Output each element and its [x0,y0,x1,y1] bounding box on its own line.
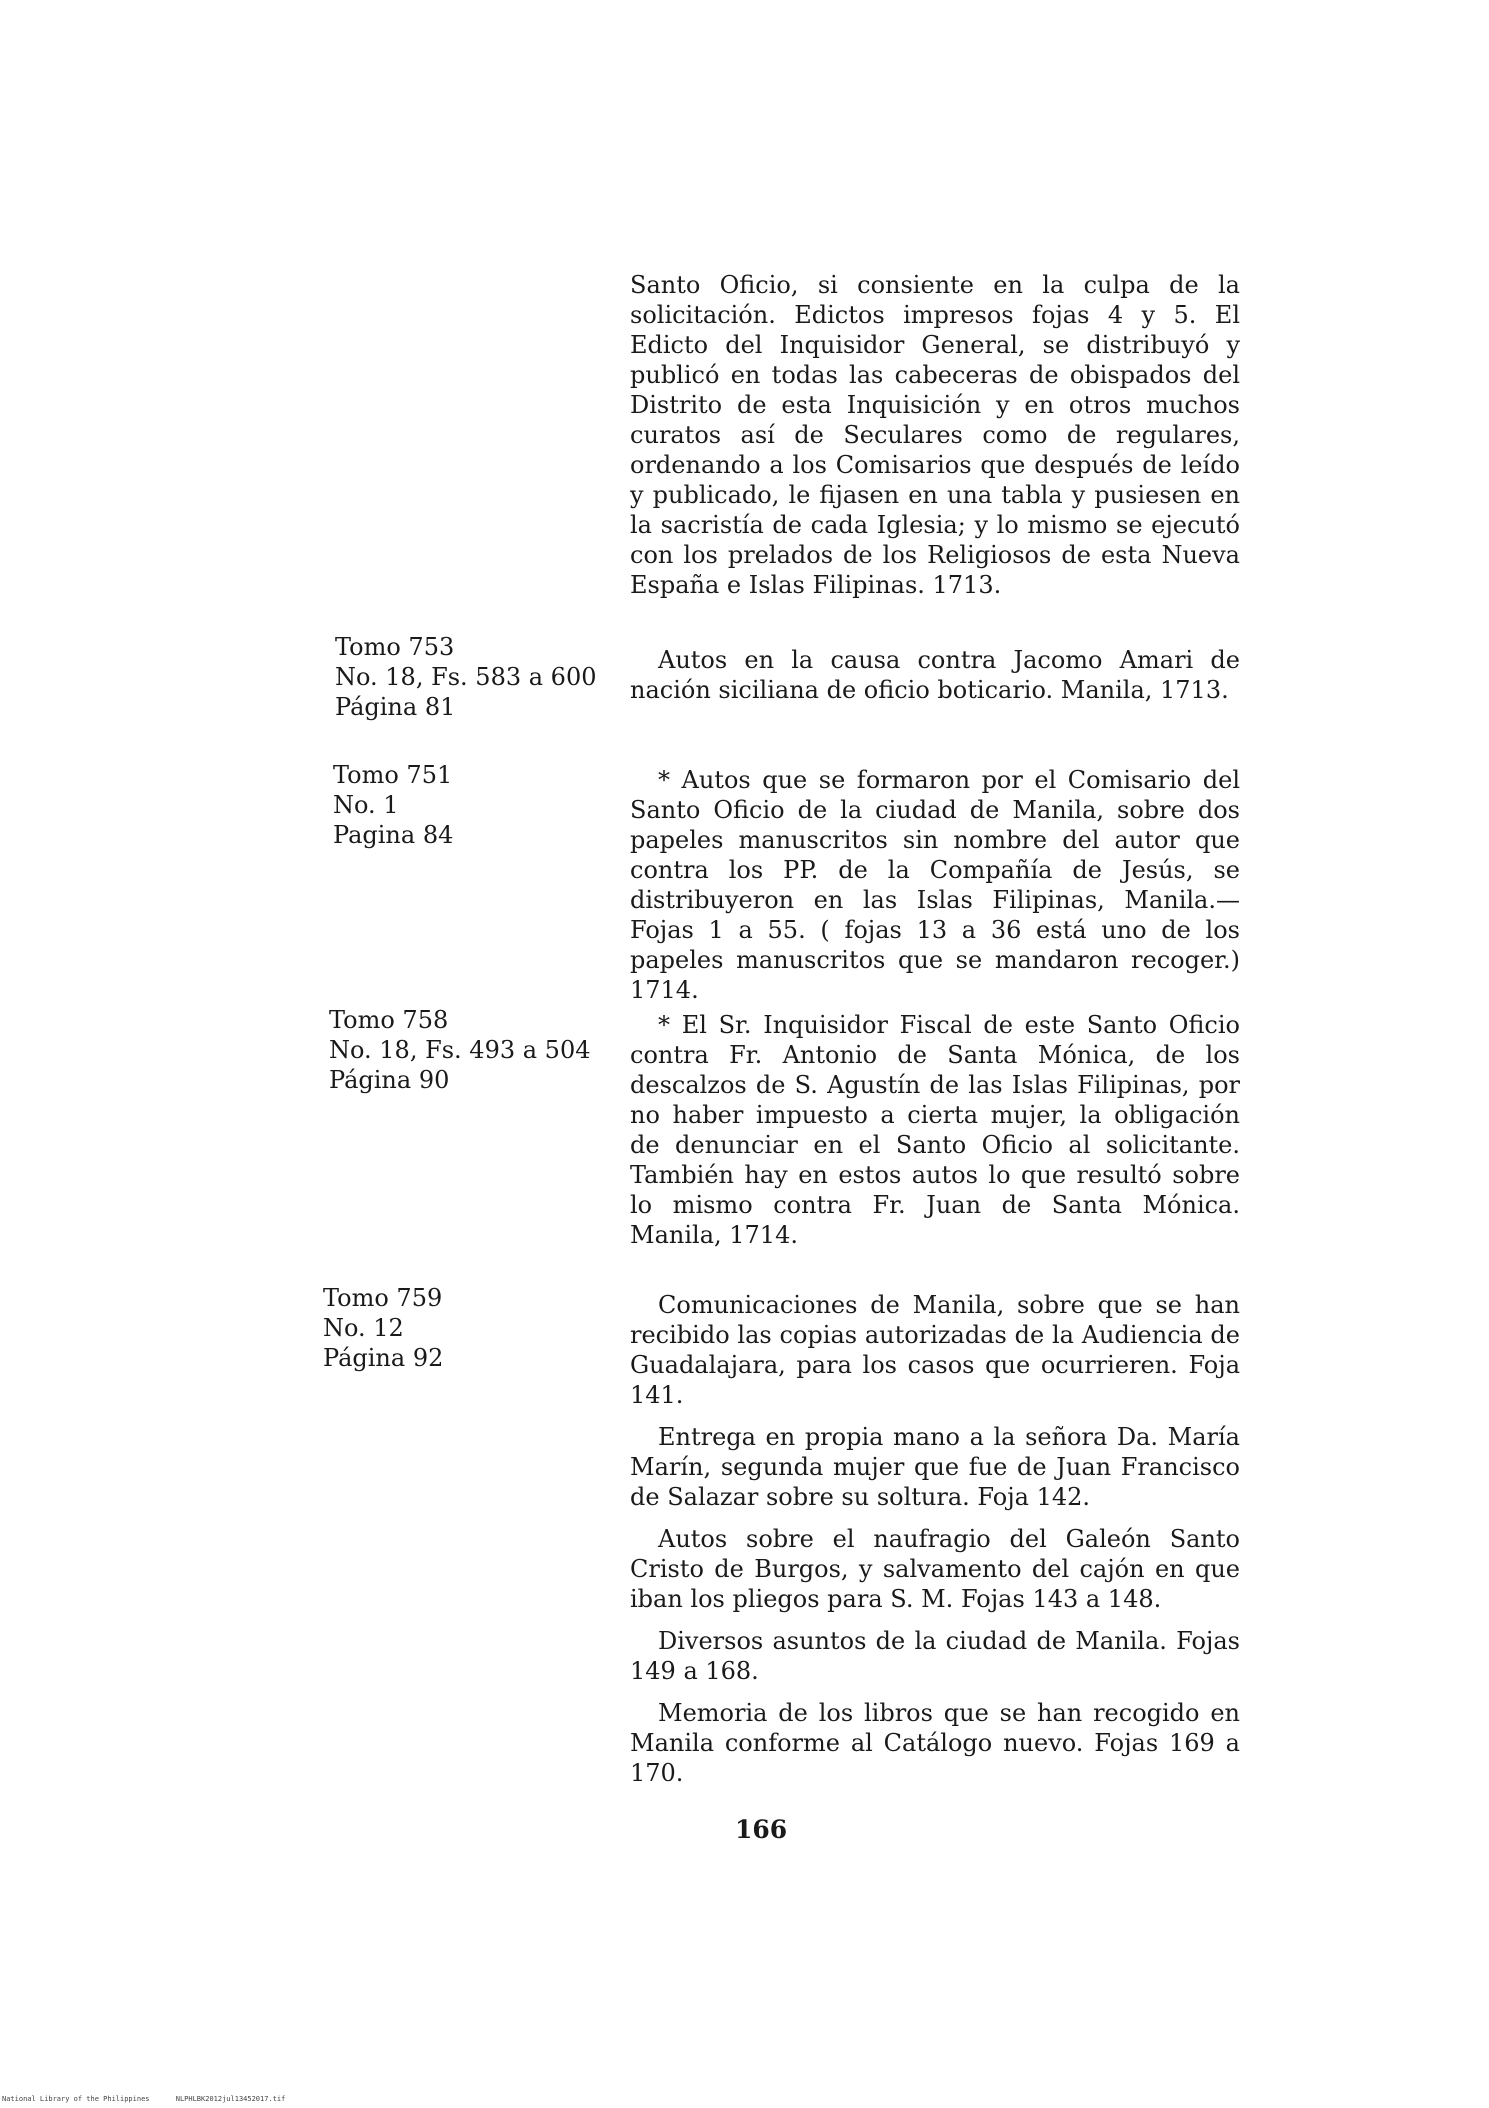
intro-block [630,270,1240,612]
scan-footer [2,2095,307,2103]
entry-paragraph: * Autos que se formaron por el Comisario del Santo Oficio de la ciudad de Manila, sobre dos papeles manuscritos sin nombre del autor que contra los PP. de la Compañía de Jesús, se distribuyeron en las Islas Filipinas, Manila.—Fojas 1 a 55. ( fojas 13 a 36 está uno de los papeles manuscritos que se mandaron recoger.) 1714. [630,766,1240,1004]
entry-paragraph: Autos sobre el naufragio del Galeón Santo Cristo de Burgos, y salvamento del cajón en que iban los pliegos para S. M. Fojas 143 a 148. [630,1525,1240,1613]
reference-tomo: Tomo 753 [335,633,455,661]
reference-tomo: Tomo 759 [323,1284,443,1312]
entry-paragraph: Diversos asuntos de la ciudad de Manila. Fojas 149 a 168. [630,1627,1240,1685]
reference-number: No. 1 [333,791,399,819]
entry-text [630,765,1240,1017]
entry-paragraph: Entrega en propia mano a la señora Da. María Marín, segunda mujer que fue de Juan Francisco de Salazar sobre su soltura. Foja 142. [630,1423,1240,1511]
page-number: 166 [735,1815,788,1844]
entry-text [630,1010,1240,1262]
entry-reference [323,1283,623,1373]
reference-page: Página 90 [329,1066,450,1094]
reference-page: Página 81 [335,693,456,721]
entry-paragraph: Comunicaciones de Manila, sobre que se han recibido las copias autorizadas de la Audiencia de Guadalajara, para los casos que ocurrieren. Foja 141. [630,1291,1240,1409]
reference-tomo: Tomo 751 [333,761,453,789]
reference-number: No. 18, Fs. 583 a 600 [335,663,597,691]
footer-library: National Library of the Philippines [2,2095,150,2103]
entry-text [630,1290,1240,1800]
entry-paragraph: * El Sr. Inquisidor Fiscal de este Santo Oficio contra Fr. Antonio de Santa Mónica, de los descalzos de S. Agustín de las Islas Filipinas, por no haber impuesto a cierta mujer, la obligación de denunciar en el Santo Oficio al solicitante. También hay en estos autos lo que resultó sobre lo mismo contra Fr. Juan de Santa Mónica. Manila, 1714. [630,1011,1240,1249]
entry-paragraph: Memoria de los libros que se han recogido en Manila conforme al Catálogo nuevo. Fojas 169 a 170. [630,1699,1240,1787]
reference-number: No. 12 [323,1314,404,1342]
footer-file-id: NLPHLBK2012jul13452017.tif [175,2095,286,2103]
intro-paragraph: Santo Oficio, si consiente en la culpa de la solicitación. Edictos impresos fojas 4 y 5. El Edicto del Inquisidor General, se distribuyó y publicó en todas las cabeceras de obispados del Distrito de esta Inquisición y en otros muchos curatos así de Seculares como de regulares, ordenando a los Comisarios que después de leído y publicado, le fijasen en una tabla y pusiesen en la sacristía de cada Iglesia; y lo mismo se ejecutó con los prelados de los Religiosos de esta Nueva España e Islas Filipinas. 1713. [630,271,1240,599]
entry-reference [333,760,633,850]
reference-page: Pagina 84 [333,821,454,849]
reference-tomo: Tomo 758 [329,1006,449,1034]
reference-number: No. 18, Fs. 493 a 504 [329,1036,591,1064]
reference-page: Página 92 [323,1344,444,1372]
entry-text [630,645,1240,717]
entry-reference [329,1005,629,1095]
entry-reference [335,632,635,722]
entry-paragraph: Autos en la causa contra Jacomo Amari de nación siciliana de oficio boticario. Manila, 1713. [630,646,1240,704]
